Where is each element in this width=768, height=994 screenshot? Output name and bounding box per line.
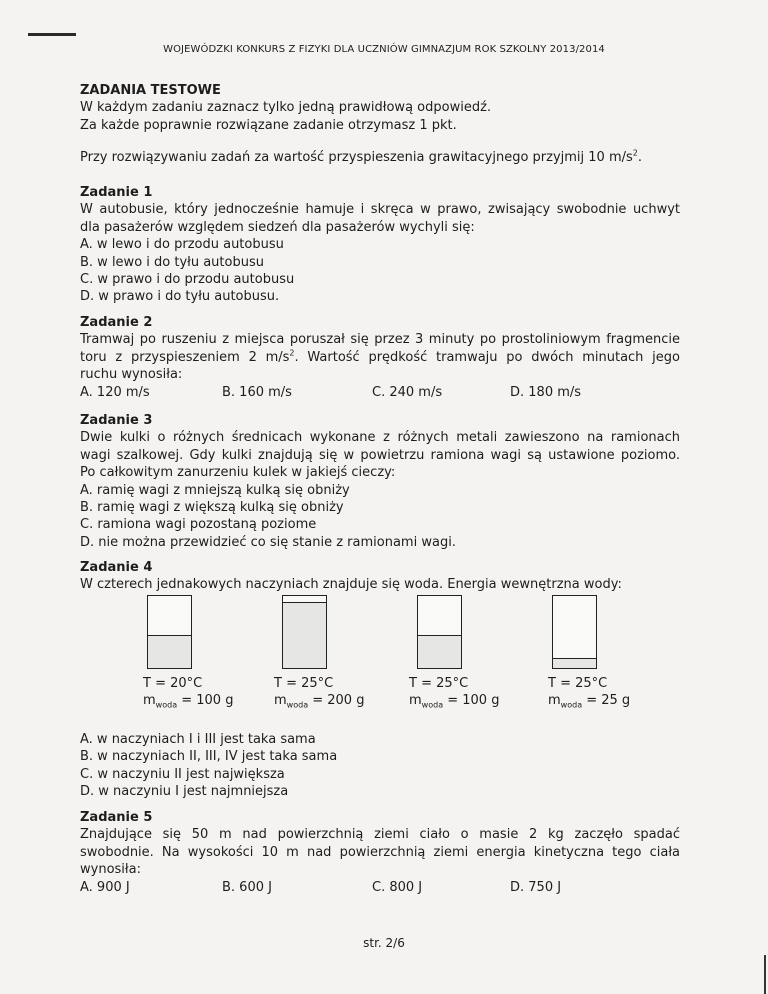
question-2-title: Zadanie 2 [80, 315, 153, 330]
question-2-text-3: ruchu wynosiła: [80, 367, 183, 383]
question-5-option-c[interactable]: C. 800 J [372, 879, 423, 895]
vessel-3-mass [409, 693, 499, 708]
vessel-1-water [148, 635, 191, 668]
question-3-text-3: Po całkowitym zanurzeniu kulek w jakiejś cieczy: [80, 465, 396, 481]
question-4-title: Zadanie 4 [80, 560, 153, 575]
question-3-text-1: Dwie kulki o różnych średnicach wykonane z różnych metali zawieszono na ramionach [80, 430, 680, 446]
gravity-exponent: 2 [632, 148, 638, 158]
question-5 [80, 809, 680, 896]
gravity-end: . [637, 150, 643, 165]
page-header: WOJEWÓDZKI KONKURS Z FIZYKI DLA UCZNIÓW GIMNAZJUM ROK SZKOLNY 2013/2014 [163, 44, 605, 55]
question-4 [80, 559, 680, 594]
question-2-text-2b: . Wartość prędkość tramwaju po dwóch minutach jego [294, 349, 680, 365]
page-number: str. 2/6 [363, 936, 405, 950]
question-3-option-b[interactable]: B. ramię wagi z większą kulką się obniży [80, 500, 344, 516]
question-4-text-1: W czterech jednakowych naczyniach znajduje się woda. Energia wewnętrzna wody: [80, 577, 622, 593]
question-1-option-b[interactable]: B. w lewo i do tyłu autobusu [80, 254, 264, 270]
question-5-title: Zadanie 5 [80, 810, 153, 825]
vessel-2-mass-sub: woda [286, 700, 309, 710]
vessel-3-mass-sub: woda [421, 700, 444, 710]
question-3-option-c[interactable]: C. ramiona wagi pozostaną poziome [80, 517, 317, 533]
vessel-2-mass-value: = 200 g [308, 693, 365, 708]
question-2 [80, 314, 680, 401]
scan-edge-line [764, 955, 766, 994]
question-1-option-d[interactable]: D. w prawo i do tyłu autobusu. [80, 289, 280, 305]
question-2-options [80, 384, 680, 401]
gravity-note [80, 149, 680, 166]
question-4-option-a[interactable]: A. w naczyniach I i III jest taka sama [80, 732, 316, 747]
question-2-text-2 [80, 349, 680, 366]
vessel-4-mass-symbol: m [548, 693, 561, 708]
question-2-option-a[interactable]: A. 120 m/s [80, 384, 150, 400]
vessel-3-mass-value: = 100 g [443, 693, 500, 708]
vessel-4-mass-sub: woda [560, 700, 583, 710]
vessel-3-water [418, 635, 461, 668]
vessel-2-water [283, 602, 326, 668]
question-5-option-a[interactable]: A. 900 J [80, 879, 130, 895]
question-1-option-c[interactable]: C. w prawo i do przodu autobusu [80, 272, 295, 288]
vessel-1-mass-value: = 100 g [177, 693, 234, 708]
question-2-option-d[interactable]: D. 180 m/s [510, 384, 582, 400]
question-1-text-1: W autobusie, który jednocześnie hamuje i skręca w prawo, zwisający swobodnie uchwyt [80, 202, 680, 218]
vessel-3-mass-symbol: m [409, 693, 422, 708]
vessel-2 [282, 595, 327, 669]
question-2-text-2a: toru z przyspieszeniem 2 m/s [80, 349, 290, 365]
section-title: ZADANIA TESTOWE [80, 83, 221, 98]
question-1 [80, 184, 680, 306]
question-4-option-c[interactable]: C. w naczyniu II jest największa [80, 766, 285, 782]
question-5-option-b[interactable]: B. 600 J [222, 879, 272, 895]
question-4-option-d[interactable]: D. w naczyniu I jest najmniejsza [80, 784, 289, 800]
question-1-title: Zadanie 1 [80, 185, 153, 200]
question-3-option-d[interactable]: D. nie można przewidzieć co się stanie z ramionami wagi. [80, 534, 456, 550]
question-5-text-3: wynosiła: [80, 862, 141, 878]
vessel-1-temp: T = 20°C [143, 676, 203, 691]
vessel-2-mass [274, 693, 364, 708]
corner-mark [28, 33, 76, 36]
vessel-2-temp: T = 25°C [274, 676, 334, 691]
question-5-text-1: Znajdujące się 50 m nad powierzchnią ziemi ciało o masie 2 kg zaczęło spadać [80, 827, 680, 843]
question-2-text-1: Tramwaj po ruszeniu z miejsca poruszał się przez 3 minuty po prostoliniowym fragmencie [80, 332, 680, 348]
question-5-text-2: swobodnie. Na wysokości 10 m nad powierzchnią ziemi energia kinetyczna tego ciała [80, 844, 680, 860]
vessel-4-water [553, 658, 596, 668]
question-5-options [80, 879, 680, 896]
vessel-2-mass-symbol: m [274, 693, 287, 708]
gravity-text: Przy rozwiązywaniu zadań za wartość przyspieszenia grawitacyjnego przyjmij 10 m/s [80, 150, 633, 165]
vessel-1-mass-sub: woda [155, 700, 178, 710]
question-1-text-2: dla pasażerów względem siedzeń dla pasażerów wychyli się: [80, 219, 475, 235]
question-4-option-b[interactable]: B. w naczyniach II, III, IV jest taka sama [80, 749, 338, 765]
vessel-4-temp: T = 25°C [548, 676, 608, 691]
question-2-option-b[interactable]: B. 160 m/s [222, 384, 292, 400]
question-3-title: Zadanie 3 [80, 413, 153, 428]
vessel-1-mass [143, 693, 233, 708]
question-1-option-a[interactable]: A. w lewo i do przodu autobusu [80, 237, 284, 253]
vessel-1 [147, 595, 192, 669]
question-3-option-a[interactable]: A. ramię wagi z mniejszą kulką się obniży [80, 482, 350, 498]
intro-line-1: W każdym zadaniu zaznacz tylko jedną prawidłową odpowiedź. [80, 100, 492, 116]
question-2-exponent: 2 [289, 348, 295, 358]
vessel-4 [552, 595, 597, 669]
vessel-3-temp: T = 25°C [409, 676, 469, 691]
question-4-options [80, 731, 680, 801]
question-5-option-d[interactable]: D. 750 J [510, 879, 562, 895]
vessel-3 [417, 595, 462, 669]
vessel-1-mass-symbol: m [143, 693, 156, 708]
question-3 [80, 412, 680, 551]
section-intro [80, 82, 680, 134]
question-3-text-2: wagi szalkowej. Gdy kulki znajdują się w powietrzu ramiona wagi są ustawione poziomo. [80, 447, 680, 463]
vessel-4-mass [548, 693, 630, 708]
vessel-4-mass-value: = 25 g [582, 693, 631, 708]
intro-line-2: Za każde poprawnie rozwiązane zadanie otrzymasz 1 pkt. [80, 117, 457, 133]
question-2-option-c[interactable]: C. 240 m/s [372, 384, 443, 400]
